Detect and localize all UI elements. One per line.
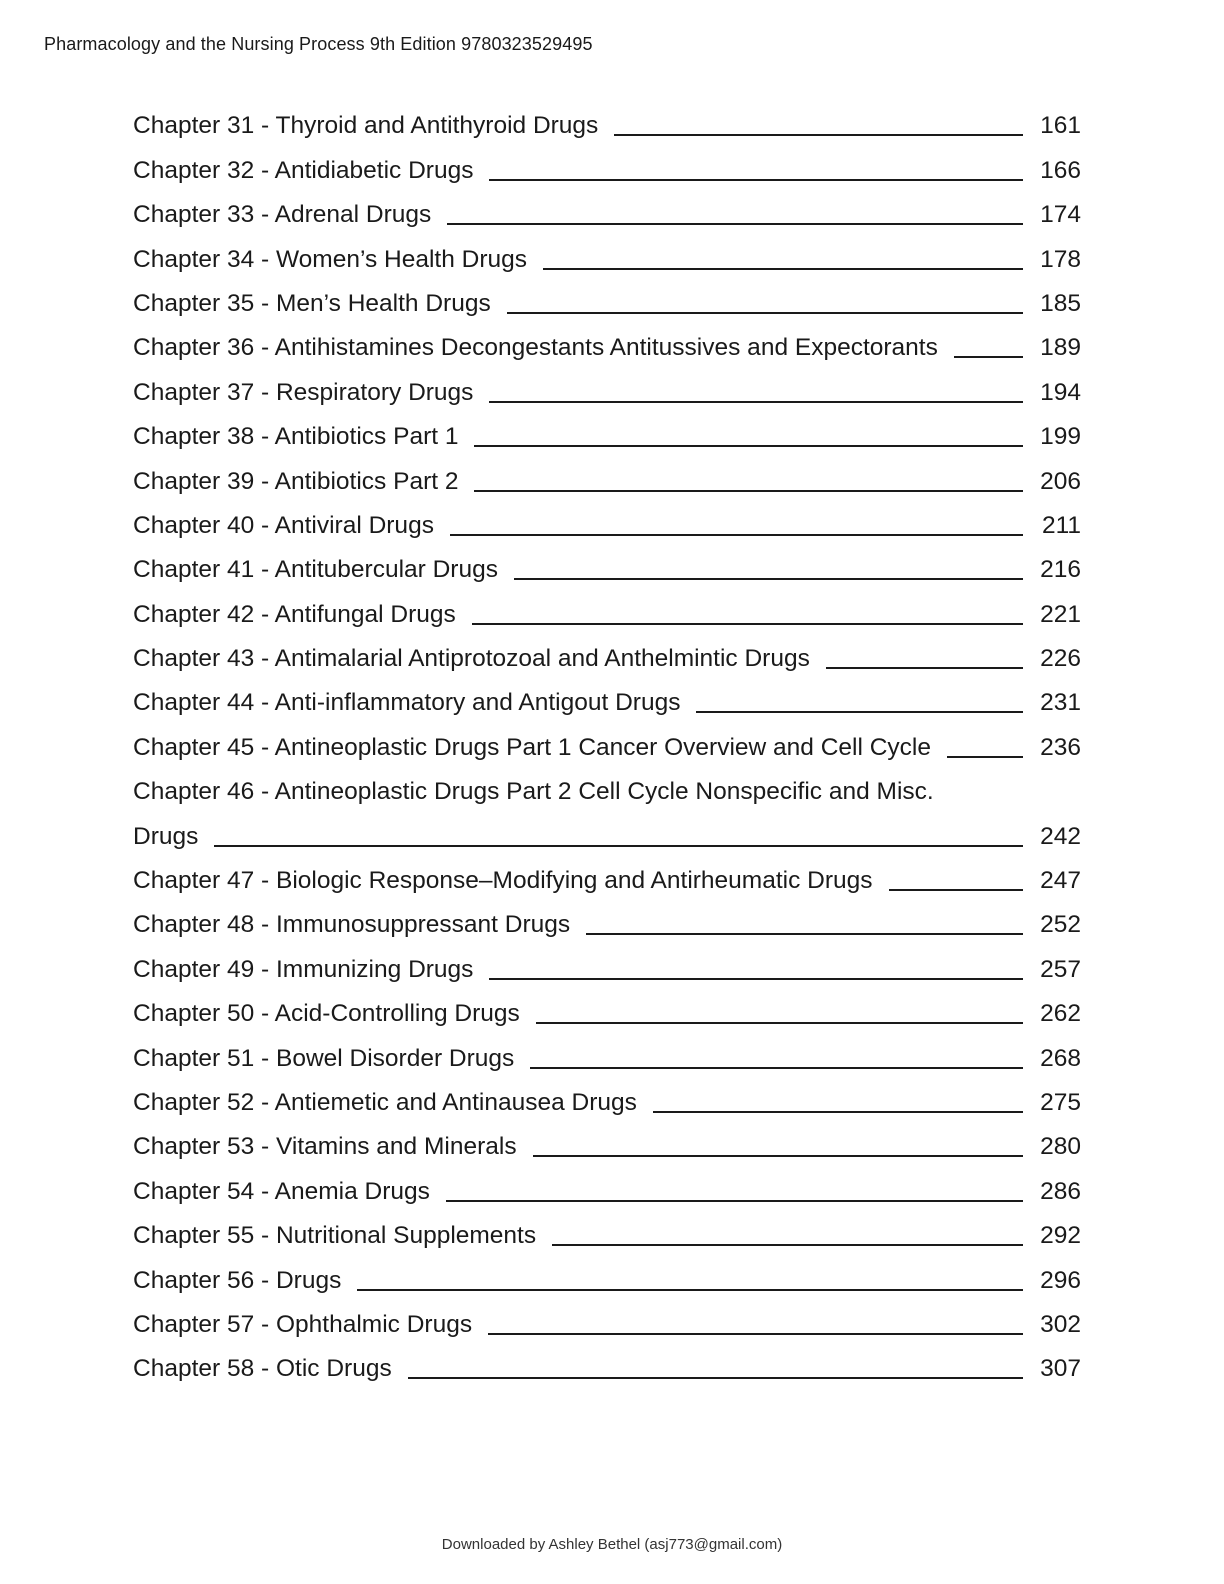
toc-leader-line: [696, 711, 1023, 713]
toc-entry-title: Chapter 53 - Vitamins and Minerals: [133, 1133, 517, 1161]
toc-page-number: 226: [1040, 645, 1081, 673]
toc-page-number: 211: [1041, 511, 1081, 539]
toc-leader-line: [514, 578, 1023, 580]
toc-page-number: 161: [1040, 112, 1081, 140]
toc-entry[interactable]: [133, 1258, 1081, 1302]
toc-page-number: 185: [1040, 289, 1081, 317]
toc-entry-title: Chapter 40 - Antiviral Drugs: [133, 511, 434, 539]
toc-entry-title: Chapter 41 - Antitubercular Drugs: [133, 556, 498, 584]
toc-page-number: 199: [1040, 423, 1081, 451]
toc-entry[interactable]: [133, 992, 1081, 1036]
toc-page-number: 247: [1040, 867, 1081, 895]
toc-entry[interactable]: [133, 947, 1081, 991]
toc-entry-title: Chapter 52 - Antiemetic and Antinausea Drugs: [133, 1088, 637, 1116]
toc-leader-line: [450, 534, 1023, 536]
toc-page-number: 174: [1040, 201, 1081, 229]
toc-entry[interactable]: [133, 1125, 1081, 1169]
toc-entry[interactable]: [133, 282, 1081, 326]
toc-entry[interactable]: [133, 1303, 1081, 1347]
toc-entry[interactable]: [133, 725, 1081, 769]
toc-leader-line: [489, 978, 1023, 980]
toc-entry[interactable]: [133, 1036, 1081, 1080]
toc-page-number: 216: [1040, 556, 1081, 584]
toc-entry[interactable]: [133, 148, 1081, 192]
toc-leader-line: [474, 445, 1023, 447]
toc-page-number: 242: [1040, 822, 1081, 850]
toc-entry[interactable]: [133, 637, 1081, 681]
toc-entry-title: Chapter 42 - Antifungal Drugs: [133, 600, 456, 628]
toc-entry-title: Chapter 57 - Ophthalmic Drugs: [133, 1310, 473, 1338]
toc-entry[interactable]: [133, 592, 1081, 636]
toc-entry-continuation[interactable]: [133, 814, 1081, 858]
toc-entry[interactable]: [133, 415, 1081, 459]
toc-entry-title: Chapter 51 - Bowel Disorder Drugs: [133, 1044, 515, 1072]
toc-entry[interactable]: [133, 370, 1081, 414]
toc-leader-line: [536, 1022, 1023, 1024]
toc-page-number: 296: [1040, 1266, 1081, 1294]
toc-page-number: 166: [1040, 156, 1081, 184]
toc-page-number: 302: [1040, 1310, 1081, 1338]
toc-entry[interactable]: [133, 193, 1081, 237]
toc-entry-title-continued: Drugs: [133, 822, 199, 850]
toc-page-number: 275: [1040, 1088, 1081, 1116]
toc-entry-title: Chapter 44 - Anti-inflammatory and Antigout Drugs: [133, 689, 681, 717]
toc-leader-line: [533, 1155, 1023, 1157]
toc-leader-line: [408, 1377, 1023, 1379]
toc-page-number: 268: [1040, 1044, 1081, 1072]
toc-page-number: 262: [1040, 1000, 1081, 1028]
toc-entry-title: Chapter 39 - Antibiotics Part 2: [133, 467, 459, 495]
toc-page-number: 189: [1040, 334, 1081, 362]
toc-leader-line: [489, 179, 1023, 181]
toc-entry-title: Chapter 50 - Acid-Controlling Drugs: [133, 1000, 520, 1028]
toc-entry-title: Chapter 36 - Antihistamines Decongestants Antitussives and Expectorants: [133, 334, 938, 362]
toc-page-number: 236: [1040, 733, 1081, 761]
toc-leader-line: [552, 1244, 1023, 1246]
page-header: Pharmacology and the Nursing Process 9th Edition 9780323529495: [44, 34, 593, 54]
toc-page-number: 252: [1040, 911, 1081, 939]
toc-entry[interactable]: [133, 237, 1081, 281]
toc-page-number: 307: [1040, 1355, 1081, 1383]
toc-entry[interactable]: [133, 548, 1081, 592]
toc-entry-title: Chapter 31 - Thyroid and Antithyroid Drugs: [133, 112, 599, 140]
toc-page-number: 194: [1040, 378, 1081, 406]
table-of-contents: [133, 104, 1081, 1391]
toc-entry[interactable]: [133, 681, 1081, 725]
toc-page-number: 221: [1040, 600, 1081, 628]
toc-entry-title: Chapter 47 - Biologic Response–Modifying and Antirheumatic Drugs: [133, 867, 873, 895]
toc-entry-title: Chapter 33 - Adrenal Drugs: [133, 201, 432, 229]
toc-leader-line: [357, 1289, 1023, 1291]
toc-entry[interactable]: [133, 459, 1081, 503]
toc-entry[interactable]: [133, 1214, 1081, 1258]
toc-page-number: 292: [1040, 1222, 1081, 1250]
toc-page-number: 257: [1040, 955, 1081, 983]
toc-leader-line: [214, 845, 1023, 847]
toc-leader-line: [586, 933, 1023, 935]
toc-entry[interactable]: [133, 326, 1081, 370]
toc-entry-title: Chapter 48 - Immunosuppressant Drugs: [133, 911, 571, 939]
toc-entry[interactable]: [133, 770, 1081, 814]
toc-entry-title: Chapter 49 - Immunizing Drugs: [133, 955, 474, 983]
toc-page-number: 231: [1040, 689, 1081, 717]
toc-entry[interactable]: [133, 104, 1081, 148]
toc-leader-line: [474, 490, 1023, 492]
toc-leader-line: [472, 623, 1023, 625]
toc-entry-title: Chapter 56 - Drugs: [133, 1266, 342, 1294]
toc-leader-line: [446, 1200, 1023, 1202]
toc-page-number: 178: [1040, 245, 1081, 273]
toc-leader-line: [543, 268, 1023, 270]
toc-leader-line: [653, 1111, 1023, 1113]
toc-entry-title: Chapter 35 - Men’s Health Drugs: [133, 289, 491, 317]
toc-entry-title: Chapter 54 - Anemia Drugs: [133, 1177, 430, 1205]
toc-leader-line: [826, 667, 1023, 669]
toc-entry[interactable]: [133, 903, 1081, 947]
toc-page-number: 280: [1040, 1133, 1081, 1161]
toc-leader-line: [447, 223, 1023, 225]
toc-entry[interactable]: [133, 1081, 1081, 1125]
toc-leader-line: [947, 756, 1023, 758]
toc-entry-title: Chapter 55 - Nutritional Supplements: [133, 1222, 537, 1250]
toc-leader-line: [954, 356, 1023, 358]
toc-leader-line: [530, 1067, 1023, 1069]
toc-page-number: 206: [1040, 467, 1081, 495]
toc-entry-title: Chapter 58 - Otic Drugs: [133, 1355, 392, 1383]
toc-entry[interactable]: [133, 1169, 1081, 1213]
toc-entry-title: Chapter 34 - Women’s Health Drugs: [133, 245, 527, 273]
toc-entry[interactable]: [133, 504, 1081, 548]
toc-leader-line: [614, 134, 1023, 136]
toc-leader-line: [889, 889, 1024, 891]
toc-entry-title: Chapter 38 - Antibiotics Part 1: [133, 423, 459, 451]
toc-entry-title: Chapter 43 - Antimalarial Antiprotozoal and Anthelmintic Drugs: [133, 645, 810, 673]
download-footer: Downloaded by Ashley Bethel (asj773@gmail.com): [441, 1536, 783, 1553]
toc-leader-line: [489, 401, 1023, 403]
toc-entry-title: Chapter 32 - Antidiabetic Drugs: [133, 156, 474, 184]
toc-leader-line: [488, 1333, 1023, 1335]
toc-entry-title: Chapter 45 - Antineoplastic Drugs Part 1 Cancer Overview and Cell Cycle: [133, 733, 931, 761]
toc-entry-title: Chapter 37 - Respiratory Drugs: [133, 378, 474, 406]
toc-page-number: 286: [1040, 1177, 1081, 1205]
toc-leader-line: [507, 312, 1023, 314]
toc-entry[interactable]: [133, 859, 1081, 903]
toc-entry[interactable]: [133, 1347, 1081, 1391]
toc-entry-title: Chapter 46 - Antineoplastic Drugs Part 2 Cell Cycle Nonspecific and Misc.: [133, 778, 934, 806]
